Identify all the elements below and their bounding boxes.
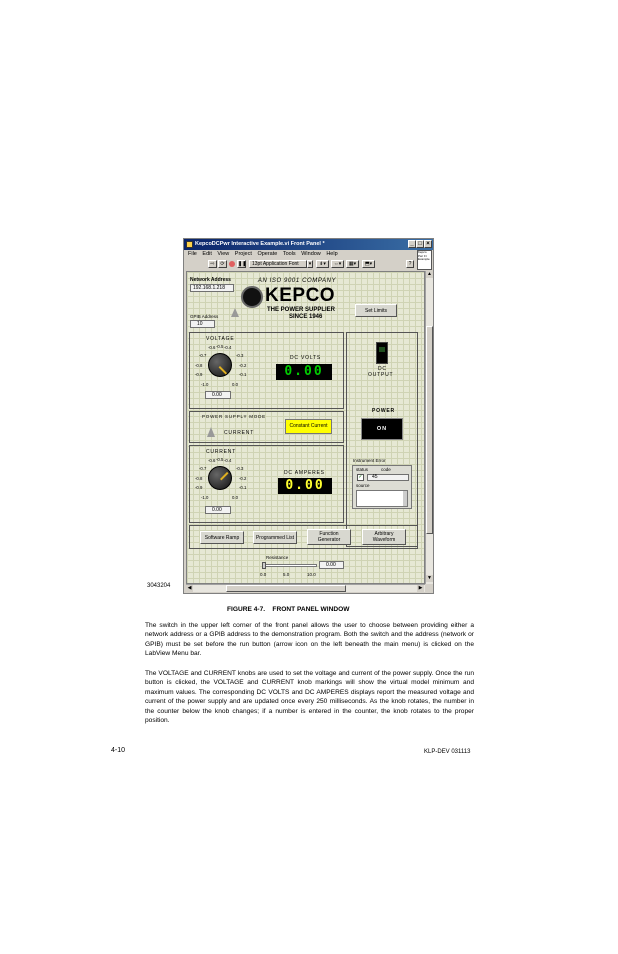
current-tick: 0.0 bbox=[232, 495, 238, 500]
source-label: source bbox=[356, 483, 370, 488]
hscroll-thumb[interactable] bbox=[226, 585, 346, 592]
voltage-tick: -0.8 bbox=[195, 363, 203, 368]
power-switch[interactable] bbox=[361, 418, 403, 440]
scroll-up-arrow[interactable]: ▲ bbox=[427, 271, 432, 277]
current-tick: -1.0 bbox=[201, 495, 209, 500]
scroll-thumb[interactable] bbox=[426, 326, 433, 534]
voltage-knob[interactable] bbox=[208, 353, 232, 377]
voltage-tick: -0.9 bbox=[195, 372, 203, 377]
front-panel bbox=[186, 271, 425, 584]
dc-amperes-label: DC AMPERES bbox=[284, 470, 325, 476]
run-arrow-icon[interactable]: ⇨ bbox=[208, 260, 217, 268]
figure-code: 3043204 bbox=[147, 583, 171, 589]
menu-window[interactable]: Window bbox=[301, 251, 321, 257]
align-icon[interactable]: ⇟▾ bbox=[316, 260, 329, 268]
power-title: POWER bbox=[372, 408, 395, 414]
figure-caption: FIGURE 4-7. FRONT PANEL WINDOW bbox=[227, 606, 350, 613]
current-group bbox=[189, 445, 344, 523]
error-source-field bbox=[356, 490, 408, 507]
app-icon bbox=[186, 241, 193, 248]
set-limits-button[interactable]: Set Limits bbox=[355, 304, 397, 317]
instrument-error-cluster bbox=[352, 465, 412, 509]
dc-output-label-1: DC bbox=[378, 366, 387, 372]
instrument-error-label: Instrument Error bbox=[353, 458, 386, 463]
minimize-button[interactable]: _ bbox=[408, 240, 416, 248]
error-source-scrollbar[interactable] bbox=[403, 491, 407, 506]
menu-project[interactable]: Project bbox=[234, 251, 252, 257]
programmed-list-button[interactable]: Programmed List bbox=[253, 531, 297, 544]
voltage-tick: -0.6 bbox=[208, 345, 216, 350]
power-supply-mode-title: POWER SUPPLY MODE bbox=[202, 414, 266, 419]
resistance-tick: 0.0 bbox=[260, 572, 267, 577]
font-dropdown-icon[interactable]: ▾ bbox=[308, 261, 312, 267]
gpib-address-input[interactable]: 10 bbox=[190, 320, 215, 328]
voltage-title: VOLTAGE bbox=[206, 336, 235, 342]
current-tick: -0.5 bbox=[216, 457, 224, 462]
resistance-label: Resistance bbox=[266, 555, 289, 560]
menu-help[interactable]: Help bbox=[326, 251, 338, 257]
distribute-icon[interactable]: ⇔▾ bbox=[331, 260, 344, 268]
function-generator-button[interactable]: Function Generator bbox=[307, 529, 351, 545]
resistance-tick: 10.0 bbox=[307, 572, 316, 577]
font-selector[interactable]: 13pt Application Font bbox=[249, 260, 307, 268]
abort-icon[interactable] bbox=[229, 261, 235, 267]
document-code: KLP-DEV 031113 bbox=[424, 749, 471, 755]
page-number: 4-10 bbox=[111, 747, 126, 754]
voltage-knob-pointer bbox=[219, 366, 227, 374]
logo-wordmark: KEPCO bbox=[265, 285, 336, 306]
output-power-group bbox=[346, 332, 418, 547]
current-tick: -0.1 bbox=[239, 485, 247, 490]
dc-amperes-display: 0.00 bbox=[278, 478, 332, 494]
resistance-tick: 5.0 bbox=[283, 572, 290, 577]
led-segment bbox=[379, 347, 385, 352]
scroll-right-arrow[interactable]: ▶ bbox=[418, 585, 423, 591]
menu-bar bbox=[184, 250, 433, 259]
resize-icon[interactable]: ▦▾ bbox=[346, 260, 359, 268]
resistance-slider-track[interactable] bbox=[264, 564, 317, 567]
voltage-tick: -0.1 bbox=[239, 372, 247, 377]
current-tick: -0.3 bbox=[236, 466, 244, 471]
mode-buttons-group bbox=[189, 525, 418, 549]
current-tick: -0.7 bbox=[199, 466, 207, 471]
dc-output-label-2: OUTPUT bbox=[368, 372, 394, 378]
menu-tools[interactable]: Tools bbox=[282, 251, 296, 257]
current-tick: -0.9 bbox=[195, 485, 203, 490]
error-code-field: 45 bbox=[367, 474, 409, 481]
menu-operate[interactable]: Operate bbox=[257, 251, 278, 257]
current-numeric-input[interactable]: 0.00 bbox=[205, 506, 231, 514]
menu-view[interactable]: View bbox=[217, 251, 230, 257]
status-label: status bbox=[356, 467, 369, 472]
labview-window bbox=[183, 238, 434, 594]
current-tick: -0.8 bbox=[195, 476, 203, 481]
current-knob-pointer bbox=[220, 472, 228, 480]
vertical-scrollbar[interactable] bbox=[425, 271, 433, 584]
network-address-label: Network Address bbox=[190, 277, 231, 283]
voltage-tick: -0.7 bbox=[199, 353, 207, 358]
voltage-tick: -0.3 bbox=[236, 353, 244, 358]
reorder-icon[interactable]: ⬒▾ bbox=[362, 260, 375, 268]
current-tick: -0.2 bbox=[239, 476, 247, 481]
logo-since: SINCE 1946 bbox=[289, 314, 323, 320]
toolbar bbox=[184, 259, 433, 270]
logo-emblem-icon bbox=[241, 286, 263, 308]
current-knob[interactable] bbox=[208, 466, 232, 490]
paragraph-2: The VOLTAGE and CURRENT knobs are used to set the voltage and current of the power supply. Once the run button is clicked, the VOLTAGE and CURRENT knob markings will show the virtual model minimum and maximum values. The corresponding DC VOLTS and DC AMPERES displays report the measured voltage and current of the power supply and are updated once every 250 milliseconds. As the knob rotates, the number in the counter below the knob changes; if a number is entered in the counter, the knob rotates to the proper position. bbox=[145, 670, 474, 725]
mode-toggle-switch[interactable] bbox=[207, 427, 215, 437]
resistance-slider-thumb[interactable] bbox=[262, 562, 266, 569]
voltage-tick: -0.5 bbox=[216, 344, 224, 349]
power-state: ON bbox=[376, 426, 388, 432]
gpib-address-label: GPIB Address bbox=[190, 314, 219, 319]
horizontal-scrollbar[interactable] bbox=[186, 584, 425, 592]
mode-switch-label: CURRENT bbox=[224, 430, 255, 436]
window-titlebar[interactable] bbox=[184, 239, 433, 250]
scroll-left-arrow[interactable]: ◀ bbox=[187, 585, 192, 591]
voltage-tick: 0.0 bbox=[232, 382, 238, 387]
scroll-down-arrow[interactable]: ▼ bbox=[427, 575, 432, 581]
voltage-tick: -0.4 bbox=[224, 345, 232, 350]
run-continuous-icon[interactable]: ⟳ bbox=[218, 260, 227, 268]
menu-file[interactable]: File bbox=[188, 251, 197, 257]
voltage-numeric-input[interactable]: 0.00 bbox=[205, 391, 231, 399]
current-title: CURRENT bbox=[206, 449, 237, 455]
status-check-icon: ✓ bbox=[358, 474, 363, 480]
address-toggle-switch[interactable] bbox=[231, 308, 239, 317]
logo-tagline: THE POWER SUPPLIER bbox=[267, 307, 336, 313]
pause-icon[interactable]: ❚❚ bbox=[238, 261, 247, 267]
voltage-tick: -1.0 bbox=[201, 382, 209, 387]
dc-volts-label: DC VOLTS bbox=[290, 355, 322, 361]
power-supply-mode-group bbox=[189, 411, 344, 443]
code-label: code bbox=[381, 467, 391, 472]
menu-edit[interactable]: Edit bbox=[202, 251, 212, 257]
arbitrary-waveform-button[interactable]: Arbitrary Waveform bbox=[362, 529, 406, 545]
close-button[interactable]: × bbox=[424, 240, 432, 248]
logo-banner: AN ISO 9001 COMPANY bbox=[257, 278, 337, 284]
current-tick: -0.4 bbox=[224, 458, 232, 463]
constant-current-indicator: Constant Current bbox=[285, 419, 332, 434]
voltage-group bbox=[189, 332, 344, 409]
current-tick: -0.6 bbox=[208, 458, 216, 463]
resistance-numeric-input[interactable]: 0.00 bbox=[319, 561, 344, 569]
software-ramp-button[interactable]: Software Ramp bbox=[200, 531, 244, 544]
corner-thumbnail: Kepco Pwr Fr Example bbox=[417, 250, 432, 270]
window-title: KepcoDCPwr Interactive Example.vi Front Panel * bbox=[195, 241, 325, 247]
network-address-input[interactable]: 192.168.1.218 bbox=[190, 284, 234, 292]
dc-output-led bbox=[376, 342, 388, 364]
dc-volts-display: 0.00 bbox=[276, 364, 332, 380]
kepco-logo bbox=[241, 277, 353, 323]
maximize-button[interactable]: □ bbox=[416, 240, 424, 248]
help-icon[interactable]: ? bbox=[406, 260, 414, 268]
voltage-tick: -0.2 bbox=[239, 363, 247, 368]
paragraph-1: The switch in the upper left corner of the front panel allows the user to choose between providing either a network address or a GPIB address to the demonstration program. Both the switch and the address (network or GPIB) must be set before the run button (arrow icon on the left beneath the main menu) is clicked on the LabView Menu bar. bbox=[145, 622, 474, 658]
